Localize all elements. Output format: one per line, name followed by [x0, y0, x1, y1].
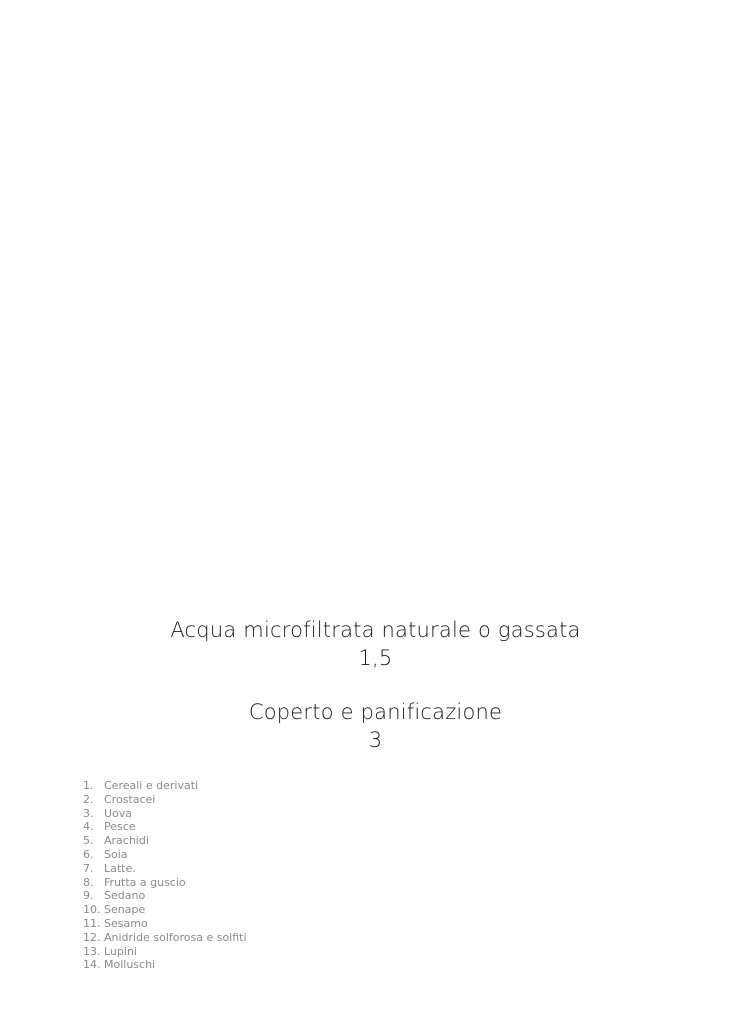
allergen-label: Molluschi: [104, 958, 156, 972]
menu-item-cover-charge: [0, 698, 751, 754]
allergen-number: 6.: [83, 847, 94, 861]
allergen-number: 14.: [83, 958, 101, 972]
allergen-number: 13.: [83, 944, 101, 958]
allergen-item: [83, 807, 247, 821]
allergen-number: 5.: [83, 834, 94, 848]
allergen-item: [83, 876, 247, 890]
allergen-label: Crostacei: [104, 792, 156, 806]
allergen-item: [83, 862, 247, 876]
allergen-label: Uova: [104, 806, 133, 820]
allergen-item: [83, 931, 247, 945]
allergen-label: Lupini: [104, 944, 137, 958]
allergen-item: [83, 958, 247, 972]
allergen-number: 7.: [83, 861, 94, 875]
menu-item-water: [0, 616, 751, 672]
allergen-number: 11.: [83, 916, 101, 930]
allergen-label: Anidride solforosa e solfiti: [104, 930, 247, 944]
allergen-item: [83, 903, 247, 917]
allergen-number: 4.: [83, 820, 94, 834]
menu-item-price: 1,5: [358, 646, 393, 670]
allergen-label: Sedano: [104, 889, 146, 903]
allergen-item: [83, 945, 247, 959]
menu-item-name: Acqua microfiltrata naturale o gassata: [170, 618, 581, 642]
allergen-item: [83, 779, 247, 793]
menu-item-price: 3: [368, 728, 383, 752]
allergen-label: Latte.: [104, 861, 136, 875]
allergen-label: Cereali e derivati: [104, 779, 199, 792]
allergen-list: [83, 779, 247, 972]
allergen-item: [83, 917, 247, 931]
allergen-number: 8.: [83, 875, 94, 889]
allergen-label: Senape: [104, 903, 146, 917]
allergen-label: Pesce: [104, 820, 136, 834]
allergen-item: [83, 834, 247, 848]
allergen-number: 1.: [83, 779, 94, 792]
allergen-label: Sesamo: [104, 916, 148, 930]
allergen-item: [83, 848, 247, 862]
allergen-number: 3.: [83, 806, 94, 820]
allergen-number: 12.: [83, 930, 101, 944]
allergen-number: 9.: [83, 889, 94, 903]
allergen-item: [83, 793, 247, 807]
allergen-label: Frutta a guscio: [104, 875, 186, 889]
allergen-number: 2.: [83, 792, 94, 806]
allergen-item: [83, 889, 247, 903]
allergen-label: Arachidi: [104, 834, 149, 848]
allergen-label: Soia: [104, 847, 128, 861]
allergen-number: 10.: [83, 903, 101, 917]
allergen-item: [83, 820, 247, 834]
menu-item-name: Coperto e panificazione: [248, 700, 503, 724]
